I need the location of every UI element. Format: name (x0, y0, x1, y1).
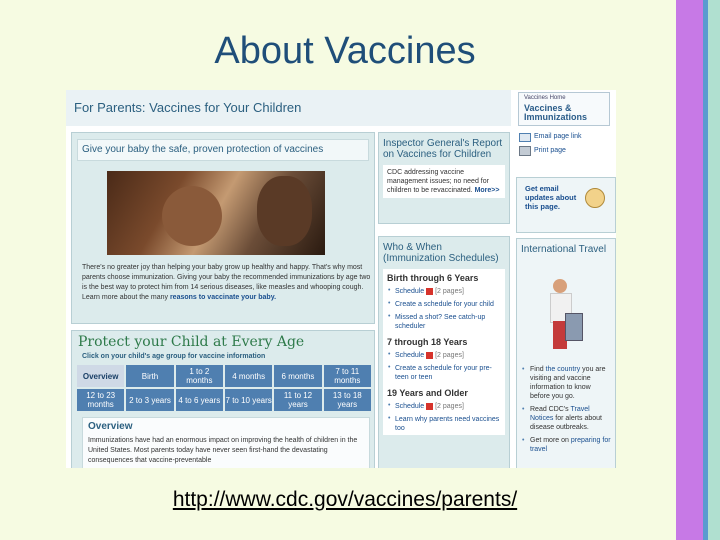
vaccines-logo[interactable] (518, 92, 610, 126)
international-travel-box (516, 238, 616, 468)
intro-text: There's no greater joy than helping your baby grow up healthy and happy. That's why most parents choose immunization. Giving your baby the recommended immunizations by age two is the best way to protect him from 14 serious diseases, like measles and whooping cough. Learn more about the many (82, 264, 371, 301)
slide-title: About Vaccines (214, 30, 476, 72)
pdf-icon (426, 352, 433, 359)
create-schedule-teen-link[interactable] (383, 362, 505, 384)
schedule-label[interactable]: Schedule (395, 403, 425, 410)
source-url[interactable]: http://www.cdc.gov/vaccines/parents/ (172, 488, 518, 511)
overview-box (82, 417, 370, 468)
intl-item-country (521, 365, 611, 401)
intl-item2-b: for alerts about disease outbreaks. (530, 415, 602, 431)
age-12-23-months-tab[interactable]: 12 to 23 months (77, 389, 124, 411)
age-2-3-years-tab[interactable]: 2 to 3 years (126, 389, 173, 411)
bullet-icon: • (522, 437, 525, 444)
schedule-label[interactable]: Schedule (395, 288, 425, 295)
printer-icon (519, 146, 531, 156)
bullet-icon: • (522, 406, 525, 413)
pages-count: [2 pages] (435, 352, 464, 359)
print-link-label[interactable]: Print page (534, 147, 566, 154)
inspector-box (378, 132, 510, 224)
intl-item-prepare (521, 436, 611, 454)
age-13-18-years-tab[interactable]: 13 to 18 years (324, 389, 371, 411)
age-overview-tab[interactable]: Overview (77, 365, 124, 387)
age-7-10-years-tab[interactable]: 7 to 10 years (225, 389, 272, 411)
page-tools (516, 132, 614, 155)
age-4-6-years-tab[interactable]: 4 to 6 years (176, 389, 223, 411)
traveler-head (553, 279, 567, 293)
bullet-icon: • (388, 287, 391, 294)
email-updates-icon (585, 188, 605, 208)
logo-text: Vaccines & Immunizations (524, 103, 588, 122)
page-header (66, 90, 511, 126)
vaccines-home-link[interactable]: Vaccines Home (524, 95, 566, 101)
pages-count: [2 pages] (435, 288, 464, 295)
bullet-icon: • (388, 300, 391, 307)
inspector-body (383, 165, 505, 198)
protect-title: Protect your Child at Every Age (78, 334, 305, 350)
age-1-2-months-tab[interactable]: 1 to 2 months (176, 365, 223, 387)
protect-panel (71, 330, 375, 468)
age-row-2 (77, 389, 371, 411)
baby-photo (107, 171, 325, 255)
intl-item2-a: Read CDC's (530, 406, 569, 413)
age-11-12-years-tab[interactable]: 11 to 12 years (274, 389, 321, 411)
slide-side-band (676, 0, 720, 540)
bullet-icon: • (522, 366, 525, 373)
pages-count: [2 pages] (435, 403, 464, 410)
inspector-more-link[interactable]: More>> (474, 187, 500, 194)
intl-item-notices (521, 405, 611, 432)
preparing-travel-link[interactable]: preparing for travel (530, 437, 611, 453)
create-teen-label[interactable]: Create a schedule for your pre-teen or teen (395, 365, 492, 381)
email-page-link[interactable] (516, 132, 614, 141)
pdf-icon (426, 288, 433, 295)
schedules-list (383, 269, 505, 435)
age-7-18-heading: 7 through 18 Years (387, 337, 468, 347)
age-grid (77, 365, 371, 413)
age-birth-tab[interactable]: Birth (126, 365, 173, 387)
inspector-text: CDC addressing vaccine management issues; no need for children to be revaccinated. (387, 169, 489, 194)
parent-face (257, 176, 312, 246)
suitcase-icon (565, 313, 583, 341)
bullet-icon: • (388, 402, 391, 409)
print-page-link[interactable] (516, 146, 614, 155)
overview-text: Immunizations have had an enormous impact on improving the health of children in the United States. Most parents today have never seen first-hand the devastating consequences that vaccine-preventable (88, 437, 358, 464)
email-link-label[interactable]: Email page link (534, 133, 582, 140)
age-6-months-tab[interactable]: 6 months (274, 365, 321, 387)
schedule-link-birth[interactable] (383, 285, 505, 298)
age-4-months-tab[interactable]: 4 months (225, 365, 272, 387)
website-screenshot (66, 90, 616, 468)
missed-label[interactable]: Missed a shot? See catch-up scheduler (395, 314, 486, 330)
learn-label[interactable]: Learn why parents need vaccines too (395, 416, 500, 432)
intl-item1-b: you are visiting and vaccine information to know before you go. (530, 366, 606, 400)
intro-paragraph (82, 263, 372, 303)
feature-banner: Give your baby the safe, proven protection of vaccines (77, 139, 369, 161)
envelope-icon (519, 133, 531, 142)
missed-shot-link[interactable] (383, 311, 505, 333)
reasons-link[interactable]: reasons to vaccinate your baby. (169, 294, 277, 301)
intl-title: International Travel (521, 244, 607, 255)
learn-why-link[interactable] (383, 413, 505, 435)
birth-6-heading: Birth through 6 Years (387, 273, 479, 283)
age-19-heading: 19 Years and Older (387, 388, 468, 398)
country-link[interactable]: the country (545, 366, 581, 373)
email-updates-link[interactable]: Get email updates about this page. (525, 184, 577, 211)
schedule-link-19[interactable] (383, 400, 505, 413)
overview-title: Overview (88, 421, 133, 432)
page-title: For Parents: Vaccines for Your Children (74, 100, 302, 115)
bullet-icon: • (388, 415, 391, 422)
create-schedule-child-link[interactable] (383, 298, 505, 311)
bullet-icon: • (388, 351, 391, 358)
schedules-box (378, 236, 510, 468)
band-purple (676, 0, 703, 540)
intl-list (521, 365, 611, 458)
inspector-title[interactable]: Inspector General's Report on Vaccines for Children (383, 138, 503, 160)
travel-notices-link[interactable]: Travel Notices (530, 406, 590, 422)
pdf-icon (426, 403, 433, 410)
traveler-image (547, 279, 583, 359)
bullet-icon: • (388, 313, 391, 320)
schedules-title: Who & When (Immunization Schedules) (383, 242, 499, 264)
age-row-1 (77, 365, 371, 387)
age-7-11-months-tab[interactable]: 7 to 11 months (324, 365, 371, 387)
main-feature (71, 132, 375, 324)
schedule-link-7-18[interactable] (383, 349, 505, 362)
baby-face (162, 186, 222, 246)
intl-item1-a: Find (530, 366, 544, 373)
email-updates-box[interactable] (516, 177, 616, 233)
schedule-label[interactable]: Schedule (395, 352, 425, 359)
create-child-label[interactable]: Create a schedule for your child (395, 301, 494, 308)
intl-item3-a: Get more on (530, 437, 569, 444)
right-column (516, 132, 614, 453)
band-mint (708, 0, 720, 540)
bullet-icon: • (388, 364, 391, 371)
protect-subtitle: Click on your child's age group for vaccine information (82, 353, 266, 360)
